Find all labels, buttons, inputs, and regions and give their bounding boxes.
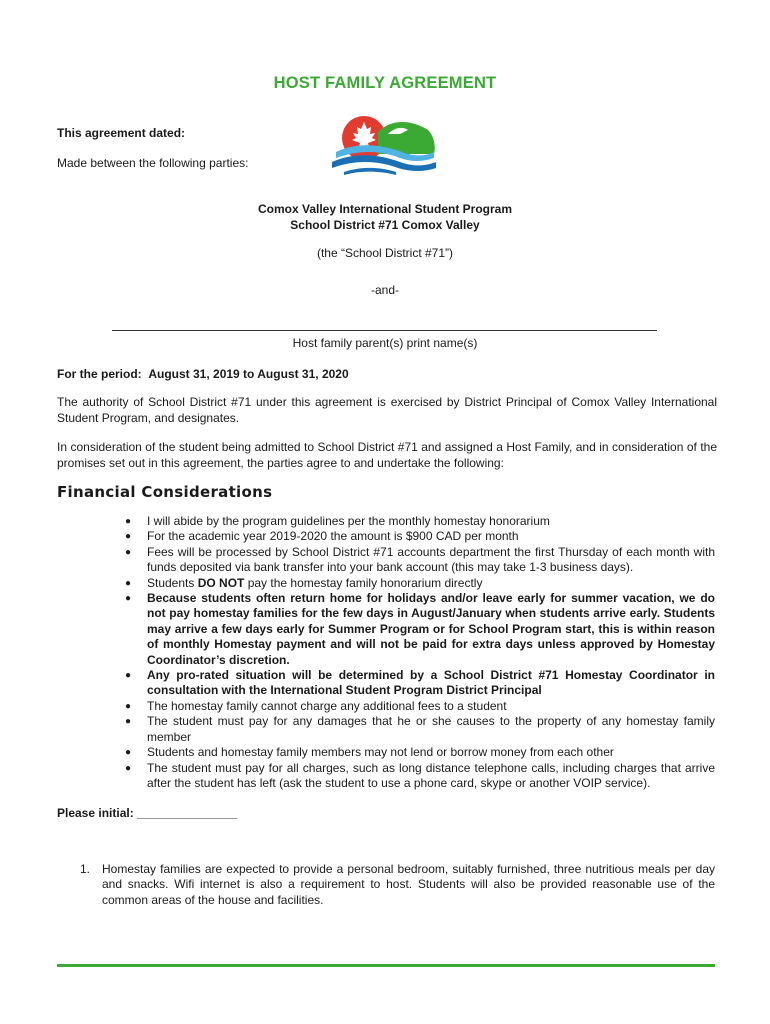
period-line <box>57 367 349 383</box>
org-name-line2: School District #71 Comox Valley <box>290 218 480 232</box>
period-value: August 31, 2019 to August 31, 2020 <box>148 367 349 381</box>
list-item: ● The student must pay for all charges, such as long distance telephone calls, including charges that arrive after the student has left (ask the student to use a phone card, skype or another VOIP service). <box>125 760 715 790</box>
list-item: ● The homestay family cannot charge any additional fees to a student <box>125 698 507 713</box>
org-alias: (the “School District #71”) <box>316 246 454 260</box>
list-item: ● Any pro-rated situation will be determined by a School District #71 Homestay Coordinator in consultation with the International Student Program District Principal <box>125 668 715 698</box>
financial-heading: Financial Considerations <box>57 483 273 501</box>
org-name-line1: Comox Valley International Student Program <box>257 202 513 216</box>
list-item: ● Fees will be processed by School District #71 accounts department the first Thursday of each month with funds deposited via bank transfer into your bank account (this may take 1-3 business days). <box>125 544 715 575</box>
footer-divider <box>57 964 715 967</box>
signature-line[interactable] <box>112 330 657 331</box>
parties-label: Made between the following parties: <box>57 156 249 170</box>
and-separator: -and- <box>370 283 399 297</box>
financial-list <box>121 514 715 791</box>
authority-paragraph: The authority of School District #71 under this agreement is exercised by District Principal of Comox Valley International Student Program, and designates. <box>57 395 717 425</box>
consideration-paragraph: In consideration of the student being admitted to School District #71 and assigned a Host Family, and in consideration of the promises set out in this agreement, the parties agree to and undertake the following: <box>57 440 717 470</box>
list-item: ● Students DO NOT pay the homestay family honorarium directly <box>125 575 483 590</box>
list-item: ● Students and homestay family members may not lend or borrow money from each other <box>125 745 614 760</box>
signature-caption: Host family parent(s) print name(s) <box>292 336 478 350</box>
list-item: ● Because students often return home for holidays and/or leave early for summer vacation, we do not pay homestay families for the few days in August/January when students arrive early. Students may arrive a few days early for Summer Program or for School Program start, this is within reason of monthly Homestay payment and will not be paid for extra days unless approved by Homestay Coordinator’s discretion. <box>125 591 715 667</box>
page-title: HOST FAMILY AGREEMENT <box>273 74 497 92</box>
list-item: ● For the academic year 2019-2020 the amount is $900 CAD per month <box>125 529 519 544</box>
item-text: Homestay families are expected to provide a personal bedroom, suitably furnished, three nutritious meals per day and snacks. Wifi internet is also a requirement to host. Students will also be provided reasonable use of the common areas of the house and facilities. <box>102 862 715 907</box>
item-number: 1. <box>80 862 91 876</box>
period-label: For the period: <box>57 367 142 381</box>
agreement-dated-label: This agreement dated: <box>57 126 186 140</box>
list-item: ● The student must pay for any damages that he or she causes to the property of any homestay family member <box>125 714 715 744</box>
initial-field[interactable]: Please initial: _______________ <box>57 806 238 820</box>
comox-valley-logo-icon <box>330 112 438 176</box>
list-item: ● I will abide by the program guidelines per the monthly homestay honorarium <box>125 514 550 528</box>
